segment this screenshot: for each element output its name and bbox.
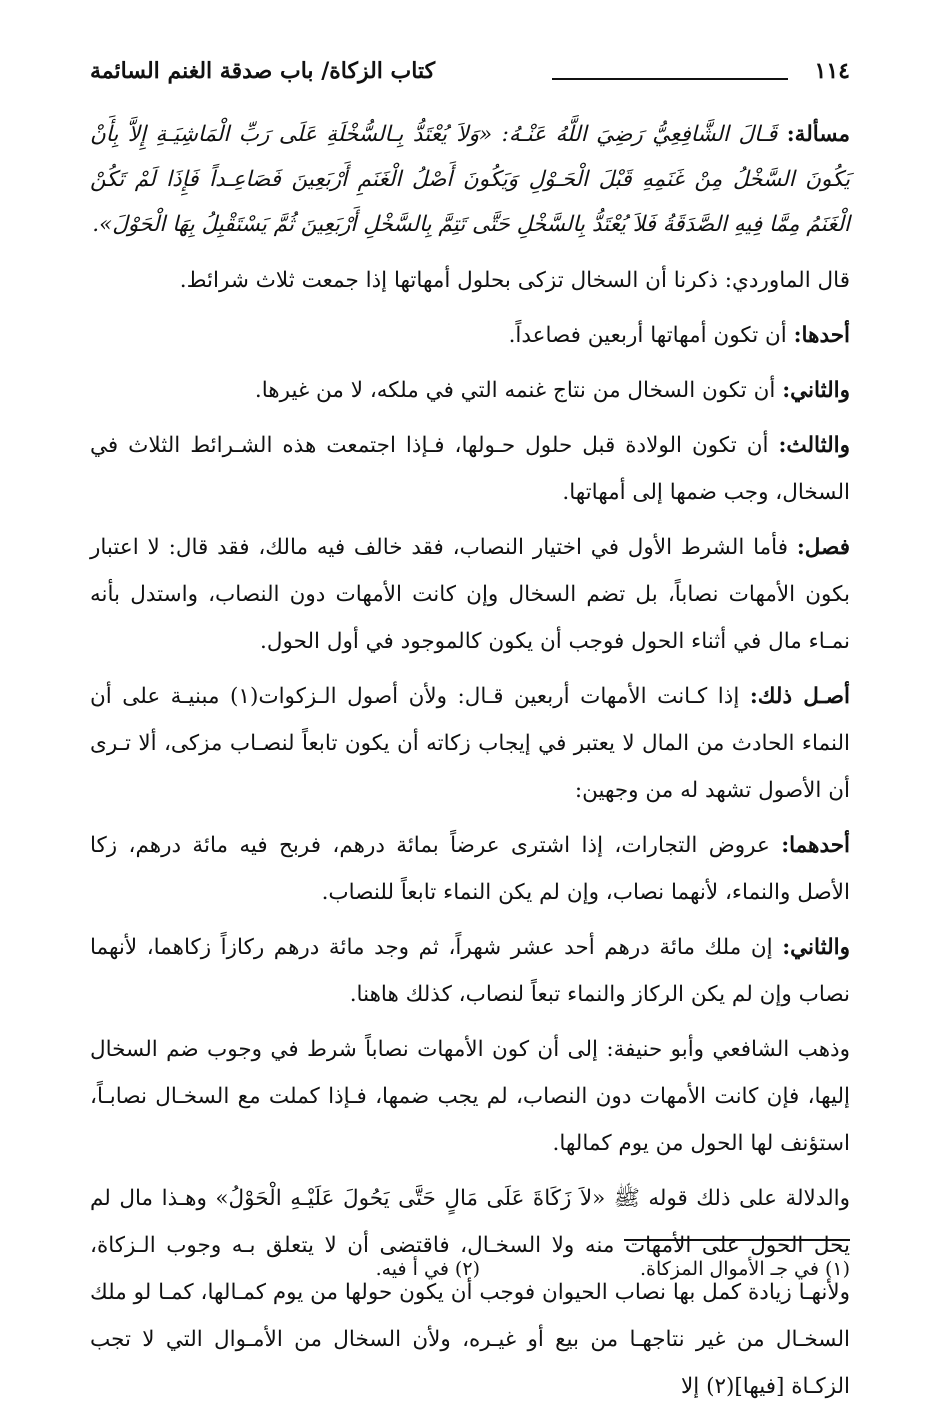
paragraph-text: أن تكون الولادة قبل حلول حـولها، فـإذا اجتمعت هذه الشـرائط الثلاث في السخال، وجب ضمها إلى أمهاتها. <box>90 433 850 505</box>
paragraph-lead: فصل: <box>796 535 850 560</box>
paragraph-text: أن تكون السخال من نتاج غنمه التي في ملكه، لا من غيرها. <box>254 378 776 403</box>
paragraph-text: وذهب الشافعي وأبو حنيفة: إلى أن كون الأمهات نصاباً شرط في وجوب ضم السخال إليها، فإن كانت الأمهات دون النصاب، لم يجب ضمها، فـإذا كملت مع السخـال نصابـاً، استؤنف لها الحول من يوم كمالها. <box>90 1037 850 1156</box>
paragraph-lead: والثاني: <box>782 935 850 960</box>
paragraph-lead: والثاني: <box>782 378 850 403</box>
paragraph-text: أن تكون أمهاتها أربعين فصاعداً. <box>508 323 787 348</box>
running-title: كتاب الزكاة/ باب صدقة الغنم السائمة <box>90 58 436 84</box>
paragraph-text: فأما الشرط الأول في اختيار النصاب، فقد خالف فيه مالك، فقد قال: لا اعتبار بكون الأمهات نصاباً، بل تضم السخال وإن كانت الأمهات دون النصاب، واستدل بأنه نمـاء مال في أثناء الحول فوجب أن يكون كالموجود في أول الحول. <box>90 535 850 654</box>
page-header <box>90 58 850 92</box>
paragraph <box>90 924 850 1018</box>
paragraph <box>90 673 850 814</box>
footnotes <box>90 1258 850 1292</box>
main-text <box>90 112 850 1418</box>
paragraph-lead: مسألة: <box>786 122 851 147</box>
paragraph <box>90 524 850 665</box>
paragraph-lead: أحدهما: <box>781 833 850 858</box>
paragraph-text: والدلالة على ذلك قوله ﷺ «لاَ زَكَاةَ عَلَى مَالٍ حَتَّى يَحُولَ عَلَيْـهِ الْحَوْلُ» وهـذا مال لم يحل الحول على الأمهات منه ولا السخـال، فاقتضى أن لا يتعلق بـه وجوب الـزكاة، ولأنهـا زيادة كمل بها نصاب الحيوان فوجب أن يكون حولها من يوم كمـالها، كمـا لو ملك السخـال من غير نتاجهـا من بيع أو غيـره، ولأن السخال من الأمـوال التي لا تجب الزكـاة [فيها](٢) إلا <box>90 1186 850 1399</box>
page-number: ١١٤ <box>814 58 850 84</box>
paragraph <box>90 257 850 304</box>
paragraph <box>90 312 850 359</box>
paragraph-lead: أصـل ذلك: <box>749 684 851 709</box>
paragraph-text: عروض التجارات، إذا اشترى عرضاً بمائة درهم، فربح فيه مائة درهم، زكا الأصل والنماء، لأنهما نصاب، وإن لم يكن النماء تابعاً للنصاب. <box>90 833 850 905</box>
footnote-2: (٢) في أ فيه. <box>375 1258 480 1280</box>
header-rule <box>552 78 788 80</box>
paragraph <box>90 1026 850 1167</box>
paragraph <box>90 822 850 916</box>
paragraph-lead: أحدها: <box>793 323 850 348</box>
paragraph-lead: والثالث: <box>778 433 850 458</box>
paragraph <box>90 367 850 414</box>
paragraph <box>90 422 850 516</box>
footnote-rule <box>624 1239 850 1241</box>
footnote-1: (١) في جـ الأموال المزكاة. <box>640 1258 850 1280</box>
paragraph-text: إذا كـانت الأمهات أربعين قـال: ولأن أصول الـزكوات(١) مبنيـة على أن النماء الحادث من المال لا يعتبر في إيجاب زكاته أن يكون تابعاً لنصـاب مزكى، ألا تـرى أن الأصول تشهد له من وجهين: <box>90 684 850 803</box>
paragraph-masala <box>90 112 850 247</box>
paragraph-text: قَـالَ الشَّافِعِيُّ رَضِيَ اللَّهُ عَنْـهُ: «وَلاَ يُعْتَدُّ بِـالسُّخْلَةِ عَلَى رَبِّ الْمَاشِيَـةِ إِلاَّ بِأَنْ يَكُونَ السَّخْلُ مِنْ غَنَمِهِ قَبْلَ الْحَـوْلِ وَيَكُونَ أَصْلُ الْغَنَمِ أَرْبَعِينَ فَصَاعِـداً فَإِذَا لَمْ تَكُنْ الْغَنَمُ مِمَّا فِيهِ الصَّدَقَةُ فَلاَ يُعْتَدُّ بِالسَّخْلِ حَتَّى تَتِمَّ بِالسَّخْلِ أَرْبَعِينَ ثُمَّ يَسْتَقْبِلُ بِهَا الْحَوْلَ». <box>90 122 850 237</box>
paragraph-text: قال الماوردي: ذكرنا أن السخال تزكى بحلول أمهاتها إذا جمعت ثلاث شرائط. <box>179 268 850 293</box>
paragraph-text: إن ملك مائة درهم أحد عشر شهراً، ثم وجد مائة درهم ركازاً زكاهما، لأنهما نصاب وإن لم يكن الركاز والنماء تبعاً لنصاب، كذلك هاهنا. <box>90 935 850 1007</box>
paragraph <box>90 1175 850 1410</box>
